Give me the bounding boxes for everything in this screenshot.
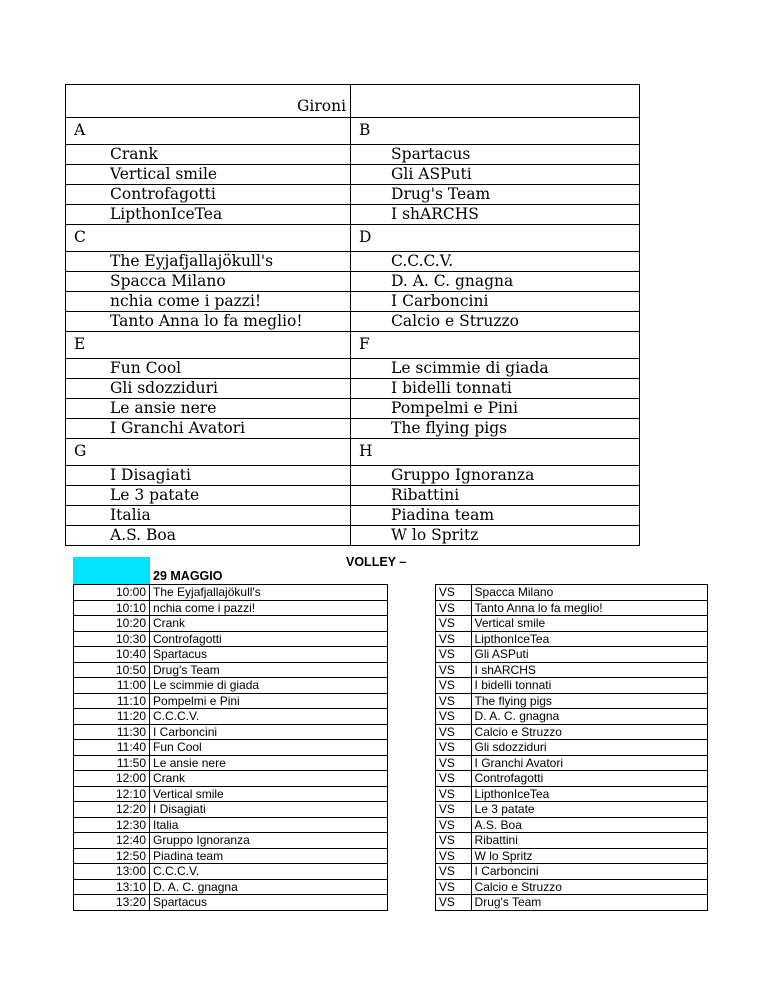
girone-team-row [66,292,640,312]
girone-team: Tanto Anna lo fa meglio! [66,312,351,332]
match-team-home: Gruppo Ignoranza [150,833,388,849]
girone-team-row [66,145,640,165]
girone-team: Controfagotti [66,185,351,205]
match-vs: VS [435,864,471,880]
match-vs: VS [435,771,471,787]
match-gap [387,833,435,849]
date-highlight [73,557,150,584]
gironi-header-row [66,85,640,118]
match-team-away: I Granchi Avatori [471,755,707,771]
match-team-home: Fun Cool [150,740,388,756]
match-time: 11:40 [74,740,150,756]
girone-team: Piadina team [351,506,640,526]
match-row [74,709,708,725]
match-time: 11:30 [74,724,150,740]
match-team-home: Pompelmi e Pini [150,693,388,709]
match-team-away: LipthonIceTea [471,786,707,802]
match-time: 12:10 [74,786,150,802]
match-time: 10:00 [74,585,150,601]
match-row [74,802,708,818]
match-time: 13:20 [74,895,150,911]
match-gap [387,802,435,818]
girone-team: LipthonIceTea [66,205,351,225]
girone-team-row [66,466,640,486]
girone-team: Gli sdozziduri [66,379,351,399]
match-row [74,631,708,647]
match-team-home: I Disagiati [150,802,388,818]
gironi-body [66,85,640,546]
match-team-home: Italia [150,817,388,833]
match-time: 10:40 [74,647,150,663]
match-team-away: D. A. C. gnagna [471,709,707,725]
match-gap [387,740,435,756]
match-row [74,693,708,709]
match-vs: VS [435,678,471,694]
girone-letter-row [66,439,640,466]
match-row [74,771,708,787]
girone-team: Gli ASPuti [351,165,640,185]
match-team-home: Drug's Team [150,662,388,678]
match-team-away: I bidelli tonnati [471,678,707,694]
girone-letter-row [66,225,640,252]
match-gap [387,647,435,663]
match-vs: VS [435,631,471,647]
match-vs: VS [435,616,471,632]
match-team-home: The Eyjafjallajökull's [150,585,388,601]
girone-team: Calcio e Struzzo [351,312,640,332]
volley-schedule-body [74,585,708,911]
match-gap [387,662,435,678]
girone-team: Le 3 patate [66,486,351,506]
girone-team: W lo Spritz [351,526,640,546]
girone-team-row [66,359,640,379]
girone-letter: E [66,332,351,359]
girone-team-row [66,526,640,546]
match-team-home: Crank [150,771,388,787]
girone-team: D. A. C. gnagna [351,272,640,292]
match-team-home: Le ansie nere [150,755,388,771]
match-vs: VS [435,647,471,663]
gironi-table [65,84,640,546]
match-row [74,848,708,864]
girone-team-row [66,506,640,526]
match-time: 11:10 [74,693,150,709]
match-row [74,879,708,895]
match-gap [387,709,435,725]
match-time: 11:50 [74,755,150,771]
match-time: 11:00 [74,678,150,694]
match-row [74,740,708,756]
match-team-away: Gli ASPuti [471,647,707,663]
girone-team: I Disagiati [66,466,351,486]
match-team-away: Vertical smile [471,616,707,632]
match-team-away: Ribattini [471,833,707,849]
match-gap [387,724,435,740]
match-row [74,616,708,632]
match-team-home: nchia come i pazzi! [150,600,388,616]
girone-letter: C [66,225,351,252]
match-row [74,585,708,601]
schedule-date: 29 MAGGIO [153,569,223,583]
match-time: 12:20 [74,802,150,818]
girone-letter: H [351,439,640,466]
match-row [74,817,708,833]
match-vs: VS [435,709,471,725]
match-team-home: Spartacus [150,895,388,911]
match-vs: VS [435,740,471,756]
girone-team: I shARCHS [351,205,640,225]
match-team-home: Spartacus [150,647,388,663]
match-team-away: Spacca Milano [471,585,707,601]
match-time: 13:10 [74,879,150,895]
girone-letter: F [351,332,640,359]
match-team-home: Controfagotti [150,631,388,647]
match-vs: VS [435,802,471,818]
girone-team: Le scimmie di giada [351,359,640,379]
match-team-away: Drug's Team [471,895,707,911]
match-team-home: C.C.C.V. [150,864,388,880]
match-row [74,647,708,663]
girone-team-row [66,379,640,399]
girone-letter: G [66,439,351,466]
match-row [74,600,708,616]
girone-team-row [66,486,640,506]
match-team-home: I Carboncini [150,724,388,740]
match-vs: VS [435,895,471,911]
match-team-away: Controfagotti [471,771,707,787]
match-vs: VS [435,600,471,616]
match-team-away: A.S. Boa [471,817,707,833]
girone-team-row [66,165,640,185]
match-team-home: C.C.C.V. [150,709,388,725]
girone-team: Spartacus [351,145,640,165]
girone-team-row [66,252,640,272]
girone-team: The flying pigs [351,419,640,439]
match-gap [387,864,435,880]
match-vs: VS [435,786,471,802]
match-time: 13:00 [74,864,150,880]
match-gap [387,600,435,616]
match-team-away: Le 3 patate [471,802,707,818]
match-row [74,895,708,911]
match-gap [387,678,435,694]
match-time: 10:10 [74,600,150,616]
girone-team: Spacca Milano [66,272,351,292]
girone-team-row [66,399,640,419]
match-row [74,678,708,694]
girone-team: A.S. Boa [66,526,351,546]
girone-team-row [66,205,640,225]
match-team-away: The flying pigs [471,693,707,709]
match-vs: VS [435,848,471,864]
girone-team: Le ansie nere [66,399,351,419]
match-time: 12:50 [74,848,150,864]
girone-team: The Eyjafjallajökull's [66,252,351,272]
girone-team: Pompelmi e Pini [351,399,640,419]
match-time: 12:00 [74,771,150,787]
match-gap [387,771,435,787]
match-team-away: LipthonIceTea [471,631,707,647]
match-gap [387,786,435,802]
match-gap [387,585,435,601]
match-vs: VS [435,662,471,678]
girone-team-row [66,185,640,205]
match-gap [387,755,435,771]
match-gap [387,879,435,895]
match-team-home: Piadina team [150,848,388,864]
match-team-away: I Carboncini [471,864,707,880]
girone-team: Crank [66,145,351,165]
match-vs: VS [435,585,471,601]
match-time: 10:20 [74,616,150,632]
match-row [74,864,708,880]
match-vs: VS [435,833,471,849]
match-gap [387,895,435,911]
match-row [74,662,708,678]
match-row [74,755,708,771]
match-team-away: Calcio e Struzzo [471,724,707,740]
match-gap [387,817,435,833]
match-gap [387,631,435,647]
match-team-home: Crank [150,616,388,632]
volley-schedule-table [73,584,708,911]
girone-team: Gruppo Ignoranza [351,466,640,486]
match-vs: VS [435,817,471,833]
match-time: 12:30 [74,817,150,833]
girone-team-row [66,312,640,332]
girone-team: Drug's Team [351,185,640,205]
match-team-home: Le scimmie di giada [150,678,388,694]
match-vs: VS [435,693,471,709]
girone-team: Vertical smile [66,165,351,185]
match-team-away: Calcio e Struzzo [471,879,707,895]
girone-letter: D [351,225,640,252]
girone-team: Ribattini [351,486,640,506]
match-team-away: Gli sdozziduri [471,740,707,756]
gironi-header-empty [351,85,640,118]
match-gap [387,848,435,864]
match-team-home: D. A. C. gnagna [150,879,388,895]
match-gap [387,693,435,709]
gironi-title: Gironi [66,85,351,118]
girone-team: Fun Cool [66,359,351,379]
girone-letter: A [66,118,351,145]
match-team-away: W lo Spritz [471,848,707,864]
girone-letter-row [66,118,640,145]
girone-team: nchia come i pazzi! [66,292,351,312]
match-time: 11:20 [74,709,150,725]
girone-team: I Carboncini [351,292,640,312]
match-time: 10:30 [74,631,150,647]
match-team-away: I shARCHS [471,662,707,678]
girone-team: I bidelli tonnati [351,379,640,399]
girone-letter-row [66,332,640,359]
girone-team-row [66,419,640,439]
match-vs: VS [435,724,471,740]
match-row [74,833,708,849]
volley-title: VOLLEY – [346,555,407,569]
girone-team-row [66,272,640,292]
girone-team: Italia [66,506,351,526]
match-row [74,786,708,802]
girone-team: I Granchi Avatori [66,419,351,439]
girone-letter: B [351,118,640,145]
match-team-away: Tanto Anna lo fa meglio! [471,600,707,616]
match-time: 10:50 [74,662,150,678]
match-time: 12:40 [74,833,150,849]
match-row [74,724,708,740]
match-vs: VS [435,879,471,895]
girone-team: C.C.C.V. [351,252,640,272]
match-vs: VS [435,755,471,771]
match-gap [387,616,435,632]
match-team-home: Vertical smile [150,786,388,802]
